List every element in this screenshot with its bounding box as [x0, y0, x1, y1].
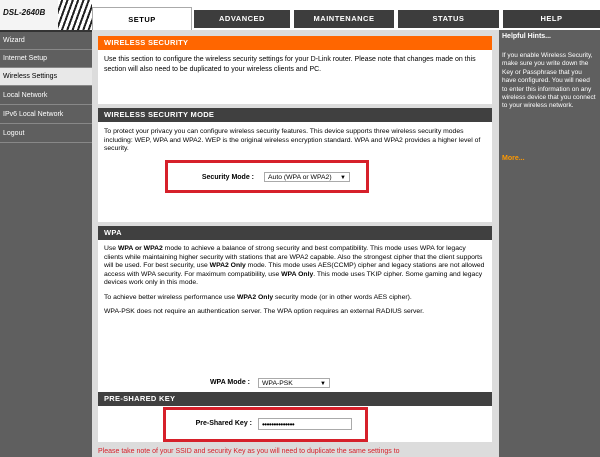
- help-more-link[interactable]: More...: [502, 155, 525, 162]
- wpa-mode-value: WPA-PSK: [262, 380, 293, 387]
- tab-help[interactable]: HELP: [503, 10, 600, 28]
- psk-label: Pre-Shared Key :: [195, 420, 252, 427]
- model-logo: [0, 0, 92, 32]
- tab-setup[interactable]: SETUP: [92, 7, 192, 31]
- sidebar-item-internet-setup[interactable]: Internet Setup: [0, 50, 92, 68]
- tab-advanced[interactable]: ADVANCED: [194, 10, 290, 28]
- wireless-security-title: WIRELESS SECURITY: [98, 36, 492, 50]
- wpa-psk-note: WPA-PSK does not require an authentication server. The WPA option requires an external RADIUS server.: [104, 308, 424, 315]
- tab-maintenance[interactable]: MAINTENANCE: [294, 10, 394, 28]
- sidebar-item-local-network[interactable]: Local Network: [0, 87, 92, 105]
- wpa-panel: [98, 226, 492, 408]
- chevron-down-icon: ▼: [340, 175, 346, 181]
- security-mode-highlight: [165, 160, 369, 193]
- security-mode-label: Security Mode :: [201, 174, 254, 181]
- tab-status[interactable]: STATUS: [398, 10, 499, 28]
- top-tabs: [92, 0, 600, 30]
- wpa-mode-label: WPA Mode :: [209, 379, 250, 386]
- help-panel: [499, 30, 600, 457]
- sidebar-item-wizard[interactable]: Wizard: [0, 32, 92, 50]
- wireless-security-panel: [98, 36, 492, 104]
- sidebar-item-ipv6-local-network[interactable]: IPv6 Local Network: [0, 106, 92, 124]
- psk-title: PRE-SHARED KEY: [98, 392, 492, 406]
- help-title: Helpful Hints...: [502, 33, 551, 40]
- footer-note: Please take note of your SSID and security Key as you will need to duplicate the same settings to: [98, 448, 400, 455]
- wpa-mode-select[interactable]: [258, 378, 330, 388]
- wpa-title: WPA: [98, 226, 492, 240]
- security-mode-value: Auto (WPA or WPA2): [268, 174, 332, 181]
- wireless-security-description: Use this section to configure the wireless security settings for your D-Link router. Please note that changes made on this section will also need to be duplicated to your wireless clients and PC.: [104, 56, 476, 73]
- help-text: If you enable Wireless Security, make sure you write down the Key or Passphrase that you have configured. You will need to enter this information on any wireless device that you connect to your wireless network.: [502, 52, 596, 110]
- model-name: DSL-2640B: [3, 8, 46, 17]
- chevron-down-icon: ▼: [320, 381, 326, 387]
- security-mode-description: To protect your privacy you can configure wireless security features. This device supports three wireless security modes including: WEP, WPA and WPA2. WEP is the original wireless encryption standard. WPA and WPA2 provides a higher level of security.: [104, 128, 481, 152]
- main-content: [92, 30, 499, 457]
- wpa-performance-note: To achieve better wireless performance use WPA2 Only security mode (or in other words AES cipher).: [104, 293, 412, 301]
- sidebar-item-logout[interactable]: Logout: [0, 125, 92, 143]
- security-mode-title: WIRELESS SECURITY MODE: [98, 108, 492, 122]
- left-sidebar: [0, 0, 92, 457]
- wpa-description: Use WPA or WPA2 mode to achieve a balance of strong security and best compatibility. This mode uses WPA for legacy clients while maintaining higher security with stations that are WPA2 capable. Also the strongest cipher that the client supports will be used. For best security, use WPA2 Only mode. This mode uses AES(CCMP) cipher and legacy stations are not allowed access with WPA security. For maximum compatibility, use WPA Only. This mode uses TKIP cipher. Some gaming and legacy devices work only in this mode.: [104, 245, 485, 286]
- sidebar-item-wireless-settings[interactable]: Wireless Settings: [0, 68, 92, 86]
- psk-input[interactable]: ••••••••••••••: [258, 418, 352, 430]
- psk-highlight: [163, 407, 368, 442]
- logo-stripes: [58, 0, 92, 30]
